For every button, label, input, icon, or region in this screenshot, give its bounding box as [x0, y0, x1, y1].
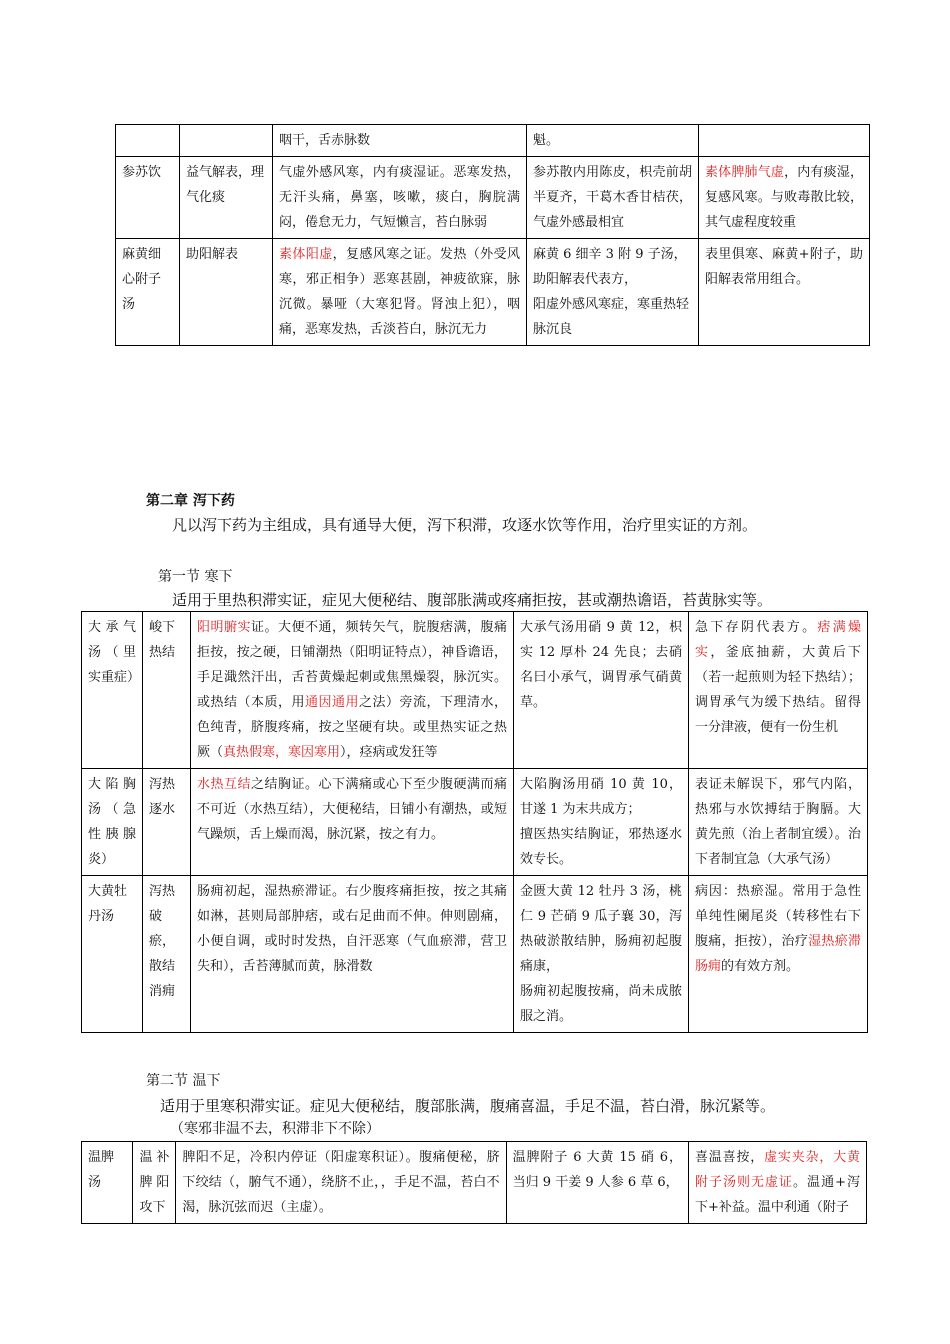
table-prev-section — [115, 124, 870, 346]
chapter-intro: 凡以泻下药为主组成，具有通导大便，泻下积滞，攻逐水饮等作用，治疗里实证的方剂。 — [172, 516, 758, 534]
cell-composition — [514, 769, 689, 876]
table-warm-purgation — [81, 1141, 867, 1224]
cell-name: 麻黄细心附子汤 — [116, 239, 180, 346]
table-row — [116, 157, 870, 239]
cell-composition: 魁。 — [527, 125, 699, 157]
note-text: ，内有痰湿，复感风寒。与败毒散比较，其气虚程度较重 — [705, 165, 863, 230]
note-text: 的有效方剂。 — [721, 959, 800, 974]
symptom-text: 证。大便不通，频转矢气，脘腹痞满，腹痛拒按，按之硬，日铺潮热（阳明证特点），神昏谵语，手足濈然汗出，舌苔黄燥起刺或焦黑燥裂，脉沉实。或热结（本质，用 — [197, 620, 507, 710]
cell-symptoms: 咽干，舌赤脉数 — [273, 125, 527, 157]
cell-note: 表里俱寒、麻黄+附子，助阳解表常用组合。 — [699, 239, 870, 346]
emphasis-text: 素体脾肺气虚 — [705, 165, 785, 180]
cell-symptoms — [191, 612, 514, 769]
cell-composition — [527, 239, 699, 346]
composition-line: 阳虚外感风寒症，寒重热轻脉沉良 — [533, 297, 690, 337]
cell-composition: 大承气汤用硝 9 黄 12，枳实 12 厚朴 24 先良；去硝名曰小承气，调胃承气硝黄草。 — [514, 612, 689, 769]
symptom-text: 之法）旁流，下理清水，色纯青，脐腹疼痛，按之坚硬有块。或里热实证之热厥（ — [197, 695, 507, 760]
cell-symptoms — [191, 769, 514, 876]
cell-function: 益气解表，理气化痰 — [180, 157, 273, 239]
symptom-text: ，复感风寒之证。发热（外受风寒，邪正相争）恶寒甚剧，神疲欲寐，脉沉微。暴哑（大寒犯肾。肾浊上犯），咽痛，恶寒发热，舌淡苔白，脉沉无力 — [279, 247, 520, 337]
cell-function — [180, 125, 273, 157]
emphasis-text: 湿热瘀滞肠痈 — [695, 934, 861, 974]
cell-function: 泻热逐水 — [143, 769, 191, 876]
note-text: 急下存阴代表方。 — [695, 620, 818, 635]
table-row — [82, 769, 868, 876]
composition-line: 金匮大黄 12 牡丹 3 汤，桃仁 9 芒硝 9 瓜子襄 30，泻热破淤散结肿，肠痈初起腹痛康， — [520, 884, 682, 974]
cell-symptoms: 脾阳不足，冷积内停证（阳虚寒积证）。腹痛便秘，脐下绞结（，腑气不通），绕脐不止，，手足不温，苔白不渴，脉沉弦而迟（主虚）。 — [176, 1142, 506, 1224]
cell-composition: 参苏散内用陈皮，枳壳前胡半夏齐，干葛木香甘桔茯，气虚外感最相宜 — [527, 157, 699, 239]
symptom-text: 之结胸证。心下满痛或心下至少腹硬满而痛不可近（水热互结），大便秘结，日铺小有潮热，或短气躁烦，舌上燥而渴，脉沉紧，按之有力。 — [197, 777, 507, 842]
cell-note — [689, 876, 868, 1033]
cell-name: 大黄牡丹汤 — [82, 876, 143, 1033]
section-title: 第一节 寒下 — [158, 569, 233, 585]
cell-note — [689, 612, 868, 769]
table-row — [116, 125, 870, 157]
symptom-text: ），痉病或发狂等 — [340, 745, 438, 760]
emphasis-text: 阳明腑实 — [197, 620, 251, 635]
emphasis-text: 素体阳虚 — [279, 247, 333, 262]
cell-function: 助阳解表 — [180, 239, 273, 346]
table-row — [82, 1142, 867, 1224]
cell-symptoms: 气虚外感风寒，内有痰湿证。恶寒发热，无汗头痛，鼻塞，咳嗽，痰白，胸脘满闷，倦怠无力，气短懒言，苔白脉弱 — [273, 157, 527, 239]
cell-note — [688, 1142, 866, 1224]
composition-line: 擅医热实结胸证，邪热逐水效专长。 — [520, 827, 682, 867]
note-text: ，釜底抽薪，大黄后下（若一起煎则为轻下热结）；调胃承气为缓下热结。留得一分津液，便有一份生机 — [695, 645, 861, 735]
chapter-title: 第二章 泻下药 — [146, 493, 235, 509]
emphasis-text: 痞满燥实 — [695, 620, 861, 660]
cell-composition: 温脾附子 6 大黄 15 硝 6，当归 9 干姜 9 人参 6 草 6， — [506, 1142, 688, 1224]
table-row — [116, 239, 870, 346]
cell-name: 温脾汤 — [82, 1142, 133, 1224]
cell-function: 峻下热结 — [143, 612, 191, 769]
cell-name: 参苏饮 — [116, 157, 180, 239]
table-cold-purgation — [81, 611, 868, 1033]
cell-name: 大陷胸汤（急性胰腺炎） — [82, 769, 143, 876]
composition-line: 大陷胸汤用硝 10 黄 10，甘遂 1 为末共成方； — [520, 777, 682, 817]
emphasis-text: 真热假寒，寒因寒用 — [223, 745, 341, 760]
cell-composition — [514, 876, 689, 1033]
note-text: 。温通+泻下+补益。温中利通（附子 — [694, 1175, 860, 1215]
section-note: （寒邪非温不去，积滞非下不除） — [170, 1121, 380, 1137]
emphasis-text: 通因通用 — [304, 695, 359, 710]
table-row — [82, 876, 868, 1033]
emphasis-text: 水热互结 — [197, 777, 251, 792]
cell-note — [699, 157, 870, 239]
section-desc: 适用于里热积滞实证，症见大便秘结、腹部胀满或疼痛拒按，甚或潮热谵语，苔黄脉实等。 — [172, 591, 773, 609]
cell-name: 大承气汤（里实重症） — [82, 612, 143, 769]
section-title: 第二节 温下 — [146, 1073, 221, 1089]
cell-symptoms: 肠痈初起，湿热瘀滞证。右少腹疼痛拒按，按之其痛如淋，甚则局部肿痞，或右足曲而不伸。伸则剧痛，小便自调，或时时发热，自汗恶寒（气血瘀滞，营卫失和），舌苔薄腻而黄，脉滑数 — [191, 876, 514, 1033]
cell-function: 泻热破瘀，散结消痈 — [143, 876, 191, 1033]
cell-name — [116, 125, 180, 157]
table-row — [82, 612, 868, 769]
emphasis-text: 虚实夹杂，大黄附子汤则无虚证 — [694, 1150, 860, 1190]
note-text: 病因：热瘀湿。常用于急性单纯性阑尾炎（转移性右下腹痛，拒按），治疗 — [695, 884, 861, 949]
cell-symptoms — [273, 239, 527, 346]
section-desc: 适用于里寒积滞实证。症见大便秘结，腹部胀满，腹痛喜温，手足不温，苔白滑，脉沉紧等。 — [160, 1097, 776, 1115]
cell-note — [699, 125, 870, 157]
cell-function: 温补脾阳攻下 — [133, 1142, 176, 1224]
composition-line: 肠痈初起腹按痛，尚未成脓服之消。 — [520, 984, 682, 1024]
note-text: 喜温喜按， — [694, 1150, 765, 1165]
composition-line: 麻黄 6 细辛 3 附 9 子汤，助阳解表代表方， — [533, 247, 687, 287]
cell-note: 表证未解误下，邪气内陷，热邪与水饮搏结于胸膈。大黄先煎（治上者制宜缓）。治下者制宜急（大承气汤） — [689, 769, 868, 876]
